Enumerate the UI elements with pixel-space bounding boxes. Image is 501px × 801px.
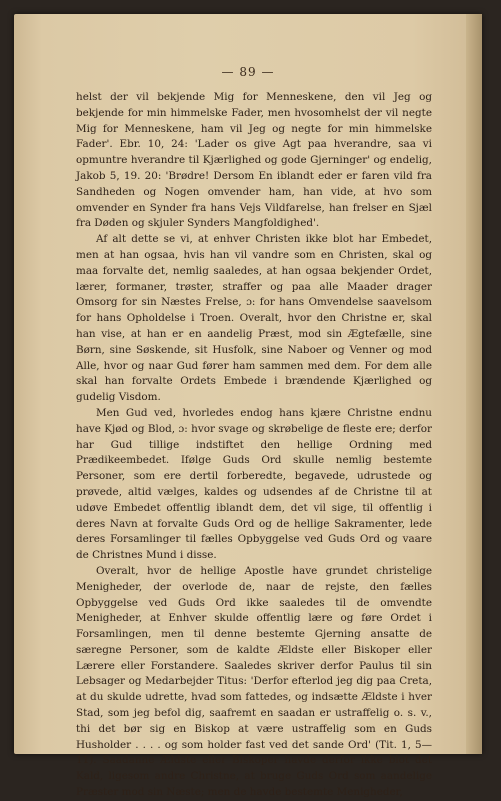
- page-number: — 89 —: [221, 65, 275, 79]
- page-spine: [466, 14, 482, 754]
- paragraph: Men Gud ved, hvorledes endog hans kjære Christne endnu have Kjød og Blod, ɔ: hvor svage og skrøbelige de fleste ere; derfor har Gud tillige indstiftet den hellige Ordning med Prædikeembedet. Ifølge Guds Ord skulle nemlig bestemte Personer, som ere dertil forberedte, begavede, udrustede og prøvede, altid vælges, kaldes og udsendes af de Christne til at udøve Embedet offentlig iblandt dem, det vil sige, til offentlig i deres Navn at forvalte Guds Ord og de hellige Sakramenter, lede deres Forsamlinger til fælles Opbyggelse ved Guds Ord og vaare de Christnes Mund i disse.: [76, 406, 432, 562]
- paragraph: Overalt, hvor de hellige Apostle have grundet christelige Menigheder, der overlode de, naar de rejste, den fælles Opbyggelse ved Guds Ord ikke saaledes til de omvendte Menigheder, at Enhver skulde offentlig lære og føre Ordet i Forsamlingen, men til denne bestemte Gjerning ansatte de særegne Personer, som de kaldte Ældste eller Biskoper eller Lærere eller Forstandere. Saaledes skriver derfor Paulus til sin Lebsager og Medarbejder Titus: 'Derfor efterlod jeg dig paa Creta, at du skulde udrette, hvad som fattedes, og indsætte Ældste i hver Stad, som jeg befol dig, saafremt en saadan er ustraffelig o. s. v., thi det bør sig en Biskop at være ustraffelig som en Guds Husholder . . . . og som holder fast ved det sande Ord' (Tit. 1, 5—11). Saadanne Ældste eller Biskoper havde derfor ikke blot det Kald, ligesom andre Christne, at bruge Guds Ord som aandelige Præster mod sin Næste; men de havde bestemte Menigheder,: [76, 564, 432, 799]
- paragraph: helst der vil bekjende Mig for Menneskene, den vil Jeg og bekjende for min himmelske Fader, men hvosomhelst der vil negte Mig for Menneskene, ham vil Jeg og negte for min himmelske Fader'. Ebr. 10, 24: 'Lader os give Agt paa hverandre, saa vi opmuntre hverandre til Kjærlighed og gode Gjerninger' og endelig, Jakob 5, 19. 20: 'Brødre! Dersom En iblandt eder er faren vild fra Sandheden og Nogen omvender ham, han vide, at hvo som omvender en Synder fra hans Vejs Vildfarelse, han frelser en Sjæl fra Døden og skjuler Synders Mangfoldighed'.: [76, 91, 432, 230]
- paragraph: Af alt dette se vi, at enhver Christen ikke blot har Embedet, men at han ogsaa, hvis han vil vandre som en Christen, skal og maa forvalte det, nemlig saaledes, at han ogsaa bekjender Ordet, lærer, formaner, trøster, straffer og paa alle Maader drager Omsorg for sin Næstes Frelse, ɔ: for hans Omvendelse saavelsom for hans Opholdelse i Troen. Overalt, hvor den Christne er, skal han vise, at han er en aandelig Præst, mod sin Ægtefælle, sine Børn, sine Søskende, sit Husfolk, sine Naboer og Venner og mod Alle, hvor og naar Gud fører ham sammen med dem. For dem alle skal han forvalte Ordets Embede i brændende Kjærlighed og gudelig Visdom.: [76, 233, 432, 404]
- book-page: [14, 14, 482, 799]
- body-text: [76, 90, 432, 801]
